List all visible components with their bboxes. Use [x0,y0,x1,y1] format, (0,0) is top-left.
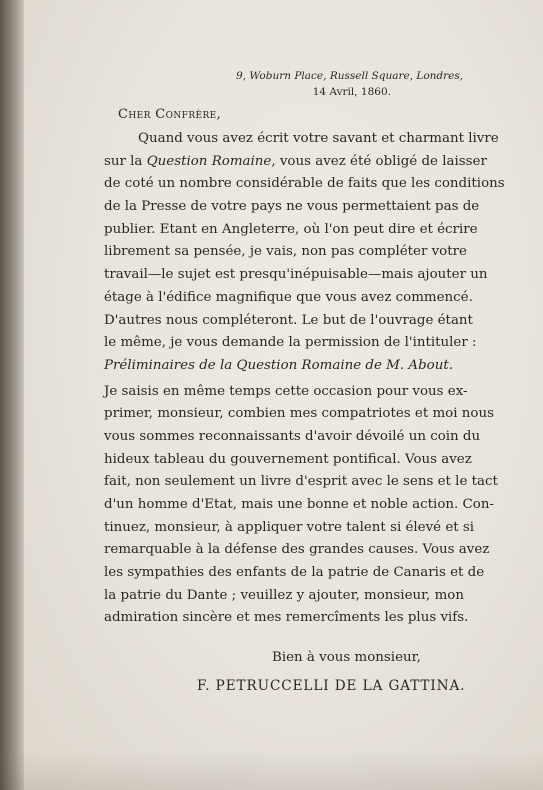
p1-line: le même, je vous demande la permission de l'intituler : [104,335,477,351]
p1-line: de coté un nombre considérable de faits que les conditions [104,176,505,192]
p1-line: publier. Etant en Angleterre, où l'on peut dire et écrire [104,221,478,237]
p1-line [104,151,487,174]
p1-line-2-italic: Question Romaine [146,153,272,169]
letter-address [236,68,464,100]
p2-line: les sympathies des enfants de la patrie de Canaris et de [104,565,485,581]
p2-line: fait, non seulement un livre d'esprit avec le sens et le tact [104,474,498,490]
letter-closing: Bien à vous monsieur, [272,650,421,665]
p2-line: tinuez, monsieur, à appliquer votre talent si élevé et si [104,519,475,535]
book-gutter [0,0,24,790]
p2-line: Je saisis en même temps cette occasion pour vous ex- [104,383,468,399]
p2-line: vous sommes reconnaissants d'avoir dévoilé un coin du [104,428,481,444]
p1-line: travail—le sujet est presqu'inépuisable—mais ajouter un [104,267,488,283]
p1-line-2a: sur la [104,153,147,169]
p1-line: librement sa pensée, je vais, non pas compléter votre [104,244,467,260]
p2-line: remarquable à la défense des grandes causes. Vous avez [104,542,490,558]
p2-line: admiration sincère et mes remercîments les plus vifs. [104,610,469,626]
paragraph-1 [104,128,505,378]
p1-line-2b: , vous avez été obligé de laisser [271,153,487,169]
address-line-1: 9, Woburn Place, Russell Square, Londres, [236,70,464,82]
p2-line: la patrie du Dante ; veuillez y ajouter, monsieur, mon [104,587,464,603]
address-line-2: 14 Avril, 1860. [312,86,391,98]
salutation: Cher Confrère, [118,107,222,122]
p1-line-italic: Préliminaires de la Question Romaine de M. About. [104,357,453,373]
p1-line: étage à l'édifice magnifique que vous avez commencé. [104,289,473,305]
letter-signature: F. PETRUCCELLI DE LA GATTINA. [197,678,466,694]
p1-line: Quand vous avez écrit votre savant et charmant livre [138,131,499,146]
p2-line: d'un homme d'Etat, mais une bonne et noble action. Con- [104,497,494,512]
p2-line: primer, monsieur, combien mes compatriotes et moi nous [104,406,494,422]
paragraph-2 [104,381,498,631]
p1-line: D'autres nous compléteront. Le but de l'ouvrage étant [104,312,473,328]
p1-line: de la Presse de votre pays ne vous permettaient pas de [104,199,480,215]
letter-body [104,128,505,630]
p2-line: hideux tableau du gouvernement pontifical. Vous avez [104,451,472,467]
